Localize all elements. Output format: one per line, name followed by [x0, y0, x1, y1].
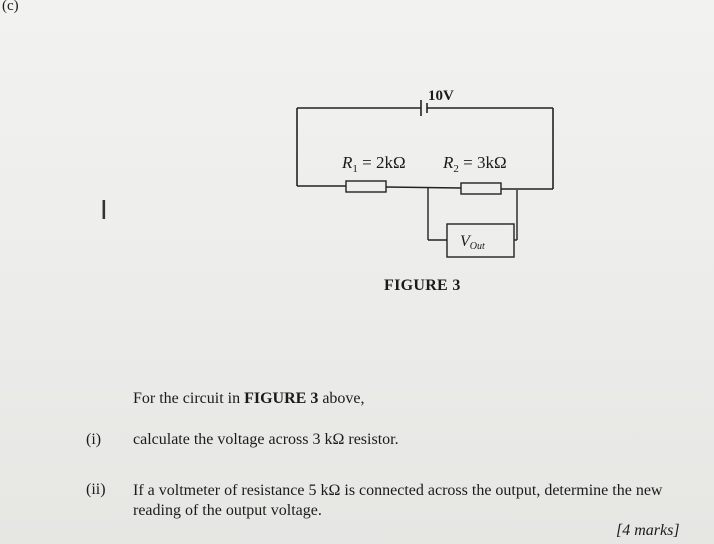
text-cursor-icon: I	[100, 196, 108, 226]
intro-after: above,	[318, 390, 365, 407]
question-1-number: (i)	[86, 431, 102, 448]
r2-label: $R_2 = 3k\Omega$	[443, 153, 507, 175]
intro-figure-ref: FIGURE 3	[244, 390, 319, 407]
resistor-r2	[461, 183, 501, 194]
figure-caption: FIGURE 3	[384, 277, 461, 294]
intro-before: For the circuit in	[133, 390, 245, 407]
marks-allocation: [4 marks]	[616, 522, 680, 539]
question-1-text: calculate the voltage across 3 kΩ resistor.	[133, 431, 399, 448]
part-label: (c)	[2, 0, 19, 14]
resistor-r1	[346, 181, 386, 192]
vout-label: VOut	[460, 233, 485, 252]
r1-label: $R_1 = 2k\Omega$	[342, 153, 406, 175]
question-2-text: If a voltmeter of resistance 5 kΩ is connected across the output, determine the new reading of the output voltage.	[133, 482, 663, 519]
source-label: 10V	[428, 88, 454, 104]
bottom-wire-mid	[386, 187, 461, 188]
question-intro	[133, 390, 365, 408]
question-2-number: (ii)	[86, 481, 106, 498]
